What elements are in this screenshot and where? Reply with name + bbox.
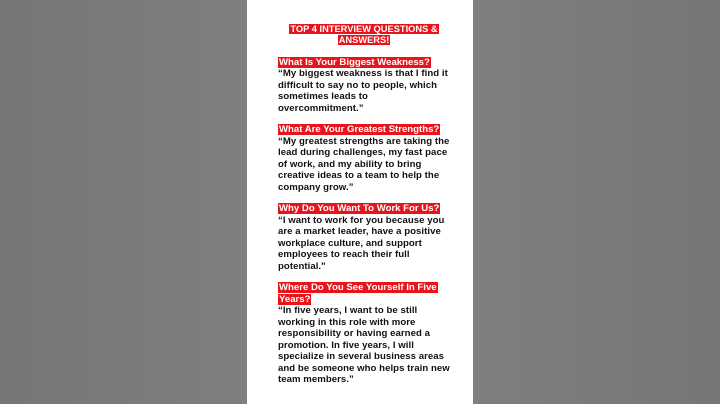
- answer-text: “I want to work for you because you are a market leader, have a positive workplace culture, and support employees to reach their full potential.": [278, 214, 445, 272]
- qa-item-weakness: [278, 57, 450, 114]
- question-heading: [278, 124, 450, 135]
- question-text: Why Do You Want To Work For Us?: [279, 203, 440, 215]
- content-card: [247, 0, 473, 404]
- content-column: [278, 24, 450, 396]
- left-blurred-margin: [0, 0, 247, 404]
- right-blurred-margin: [473, 0, 720, 404]
- answer-text: “My biggest weakness is that I find it difficult to say no to people, which sometimes leads to overcommitment.”: [278, 68, 448, 114]
- question-text: Where Do You See Yourself In Five Years?: [279, 282, 437, 305]
- question-text: What Is Your Biggest Weakness?: [279, 57, 430, 68]
- answer-text: “My greatest strengths are taking the lead during challenges, my fast pace of work, and my ability to bring creative ideas to a team to help the company grow.”: [278, 135, 450, 193]
- question-text: What Are Your Greatest Strengths?: [279, 124, 440, 136]
- qa-item-five-years: [278, 282, 450, 385]
- qa-item-strengths: [278, 124, 450, 193]
- question-heading: [278, 57, 450, 68]
- question-heading: [278, 282, 450, 305]
- page-title-text: TOP 4 INTERVIEW QUESTIONS & ANSWERS!: [290, 24, 438, 45]
- answer-text: “In five years, I want to be still working in this role with more responsibility or having earned a promotion. In five years, I will specialize in several business areas and be someone who helps train new team members.”: [278, 305, 450, 386]
- question-heading: [278, 203, 450, 214]
- qa-item-why-us: [278, 203, 450, 272]
- page-title: [278, 24, 450, 46]
